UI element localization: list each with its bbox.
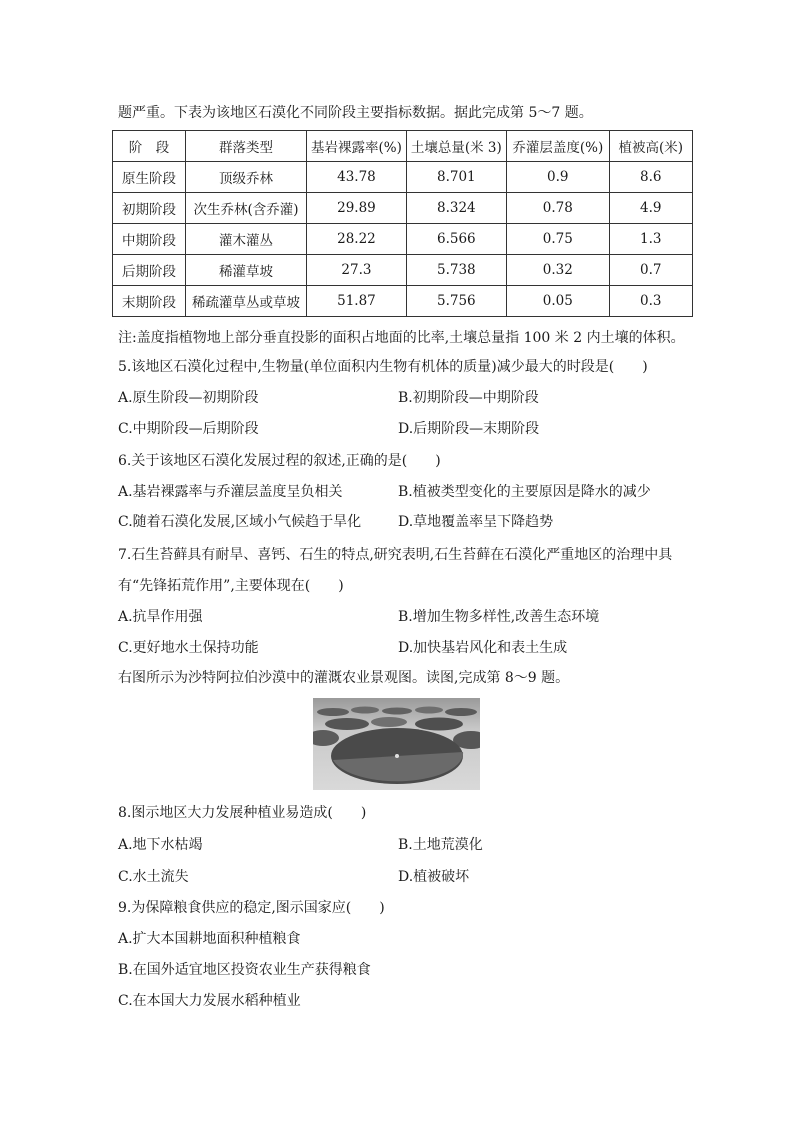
header-stage: 阶 段 bbox=[113, 131, 186, 162]
cell-soil: 5.738 bbox=[406, 255, 506, 286]
q9-option-b[interactable]: B.在国外适宜地区投资农业生产获得粮食 bbox=[118, 962, 371, 978]
q6-option-a[interactable]: A.基岩裸露率与乔灌层盖度呈负相关 bbox=[118, 484, 343, 500]
header-coverage: 乔灌层盖度(%) bbox=[506, 131, 609, 162]
q5-option-b[interactable]: B.初期阶段—中期阶段 bbox=[398, 390, 539, 406]
cell-height: 4.9 bbox=[609, 193, 692, 224]
q7-option-c[interactable]: C.更好地水土保持功能 bbox=[118, 640, 259, 656]
table-row bbox=[113, 162, 693, 193]
cell-height: 0.7 bbox=[609, 255, 692, 286]
cell-stage: 中期阶段 bbox=[113, 224, 186, 255]
q5-option-d[interactable]: D.后期阶段—末期阶段 bbox=[398, 421, 540, 437]
q7-option-a[interactable]: A.抗旱作用强 bbox=[118, 609, 203, 625]
header-bedrock: 基岩裸露率(%) bbox=[307, 131, 407, 162]
q6-option-d[interactable]: D.草地覆盖率呈下降趋势 bbox=[398, 514, 554, 530]
cell-height: 8.6 bbox=[609, 162, 692, 193]
cell-coverage: 0.32 bbox=[506, 255, 609, 286]
cell-bedrock: 43.78 bbox=[307, 162, 407, 193]
header-soil: 土壤总量(米 3) bbox=[406, 131, 506, 162]
cell-coverage: 0.75 bbox=[506, 224, 609, 255]
cell-soil: 8.701 bbox=[406, 162, 506, 193]
q8-stem: 8.图示地区大力发展种植业易造成( ) bbox=[118, 805, 367, 821]
cell-bedrock: 51.87 bbox=[307, 286, 407, 317]
cell-community: 稀灌草坡 bbox=[186, 255, 307, 286]
q7-stem-line2: 有“先锋拓荒作用”,主要体现在( ) bbox=[118, 578, 344, 594]
table-row bbox=[113, 193, 693, 224]
cell-coverage: 0.78 bbox=[506, 193, 609, 224]
header-community: 群落类型 bbox=[186, 131, 307, 162]
cell-height: 1.3 bbox=[609, 224, 692, 255]
q9-option-c[interactable]: C.在本国大力发展水稻种植业 bbox=[118, 993, 301, 1009]
q6-option-b[interactable]: B.植被类型变化的主要原因是降水的减少 bbox=[398, 484, 651, 500]
q8-option-b[interactable]: B.土地荒漠化 bbox=[398, 837, 483, 853]
q7-option-d[interactable]: D.加快基岩风化和表土生成 bbox=[398, 640, 568, 656]
q5-option-c[interactable]: C.中期阶段—后期阶段 bbox=[118, 421, 259, 437]
table-intro-text: 题严重。下表为该地区石漠化不同阶段主要指标数据。据此完成第 5～7 题。 bbox=[118, 105, 593, 121]
figure-intro-text: 右图所示为沙特阿拉伯沙漠中的灌溉农业景观图。读图,完成第 8～9 题。 bbox=[118, 670, 570, 686]
header-height: 植被高(米) bbox=[609, 131, 692, 162]
q5-stem: 5.该地区石漠化过程中,生物量(单位面积内生物有机体的质量)减少最大的时段是( ) bbox=[118, 359, 648, 375]
cell-coverage: 0.05 bbox=[506, 286, 609, 317]
indicator-table bbox=[112, 130, 693, 317]
q6-option-c[interactable]: C.随着石漠化发展,区域小气候趋于旱化 bbox=[118, 514, 362, 530]
table-row bbox=[113, 224, 693, 255]
cell-stage: 后期阶段 bbox=[113, 255, 186, 286]
table-header-row bbox=[113, 131, 693, 162]
cell-height: 0.3 bbox=[609, 286, 692, 317]
table-row bbox=[113, 255, 693, 286]
center-pivot-image bbox=[313, 698, 480, 790]
cell-community: 灌木灌丛 bbox=[186, 224, 307, 255]
q8-option-a[interactable]: A.地下水枯竭 bbox=[118, 837, 203, 853]
cell-stage: 末期阶段 bbox=[113, 286, 186, 317]
cell-stage: 原生阶段 bbox=[113, 162, 186, 193]
cell-stage: 初期阶段 bbox=[113, 193, 186, 224]
cell-community: 次生乔林(含乔灌) bbox=[186, 193, 307, 224]
cell-bedrock: 27.3 bbox=[307, 255, 407, 286]
cell-soil: 8.324 bbox=[406, 193, 506, 224]
q9-stem: 9.为保障粮食供应的稳定,图示国家应( ) bbox=[118, 900, 385, 916]
cell-community: 稀疏灌草丛或草坡 bbox=[186, 286, 307, 317]
q8-option-c[interactable]: C.水土流失 bbox=[118, 869, 189, 885]
cell-soil: 5.756 bbox=[406, 286, 506, 317]
cell-bedrock: 29.89 bbox=[307, 193, 407, 224]
q9-option-a[interactable]: A.扩大本国耕地面积种植粮食 bbox=[118, 931, 301, 947]
table-row bbox=[113, 286, 693, 317]
cell-soil: 6.566 bbox=[406, 224, 506, 255]
table-note: 注:盖度指植物地上部分垂直投影的面积占地面的比率,土壤总量指 100 米 2 内土壤的体积。 bbox=[118, 330, 685, 346]
irrigation-landscape-photo bbox=[313, 698, 480, 790]
q5-option-a[interactable]: A.原生阶段—初期阶段 bbox=[118, 390, 259, 406]
q6-stem: 6.关于该地区石漠化发展过程的叙述,正确的是( ) bbox=[118, 453, 441, 469]
cell-community: 顶级乔林 bbox=[186, 162, 307, 193]
q7-stem-line1: 7.石生苔藓具有耐旱、喜钙、石生的特点,研究表明,石生苔藓在石漠化严重地区的治理中具 bbox=[118, 547, 673, 563]
cell-bedrock: 28.22 bbox=[307, 224, 407, 255]
cell-coverage: 0.9 bbox=[506, 162, 609, 193]
q7-option-b[interactable]: B.增加生物多样性,改善生态环境 bbox=[398, 609, 600, 625]
q8-option-d[interactable]: D.植被破坏 bbox=[398, 869, 470, 885]
